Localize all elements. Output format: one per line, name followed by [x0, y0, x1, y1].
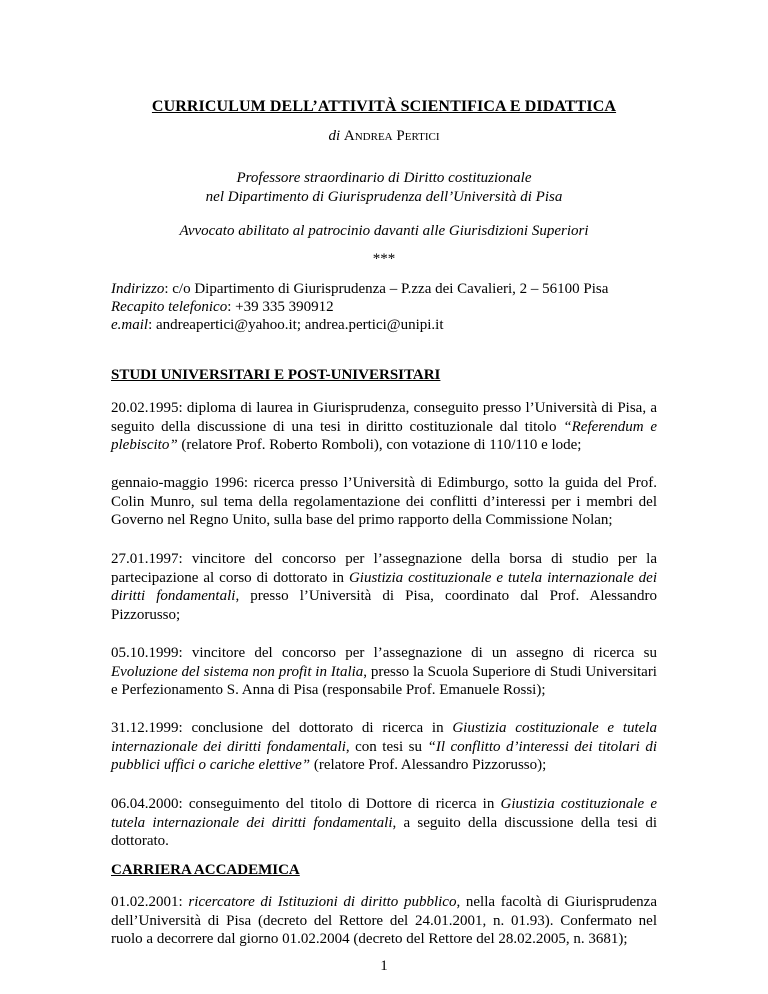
studies-item	[111, 399, 657, 455]
studies-item	[111, 644, 657, 700]
item-text: 20.02.1995: diploma di laurea in Giurisprudenza, conseguito presso l’Università di Pisa, a seguito della discussione di una tesi in diritto costituzionale dal titolo	[111, 400, 657, 435]
item-text: (relatore Prof. Roberto Romboli), con votazione di 110/110 e lode;	[177, 437, 582, 453]
role-line-2: nel Dipartimento di Giurisprudenza dell’Università di Pisa	[205, 189, 563, 205]
item-text: gennaio-maggio 1996: ricerca presso l’Università di Edimburgo, sotto la guida del Prof. Colin Munro, sul tema della regolamentazione dei conflitti d’interessi per i membri del Governo nel Regno Unito, sulla base del primo rapporto della Commissione Nolan;	[111, 475, 657, 528]
page-number: 1	[380, 958, 388, 974]
item-text: , con tesi su	[345, 738, 428, 755]
role-line-1: Professore straordinario di Diritto costituzionale	[236, 170, 532, 186]
item-italic: “Referendum e plebiscito”	[111, 418, 658, 453]
studies-item	[111, 474, 657, 530]
role-bar: Avvocato abilitato al patrocinio davanti alle Giurisdizioni Superiori	[179, 223, 589, 239]
contact-block	[111, 280, 671, 334]
section-heading-career: CARRIERA ACCADEMICA	[111, 862, 300, 878]
separator: ***	[372, 251, 396, 267]
item-text: 01.02.2001:	[111, 894, 189, 910]
studies-item	[111, 719, 657, 775]
item-text: (relatore Prof. Alessandro Pizzorusso);	[310, 757, 547, 773]
item-text: , a seguito della discussione della tesi di dottorato.	[111, 814, 658, 849]
item-italic: Giustizia costituzionale e tutela internazionale dei diritti fondamentali	[111, 720, 657, 755]
author-byline	[0, 128, 768, 145]
item-text: 31.12.1999: conclusione del dottorato di ricerca in	[111, 720, 453, 736]
studies-item	[111, 795, 657, 851]
email-value: : andreapertici@yahoo.it; andrea.pertici@unipi.it	[148, 317, 444, 333]
item-italic: Evoluzione del sistema non profit in Italia	[111, 663, 364, 680]
item-text: 27.01.1997: vincitore del concorso per l’assegnazione della borsa di studio per la partecipazione al corso di dottorato in	[111, 551, 657, 586]
address-line	[111, 280, 671, 298]
item-text: 06.04.2000: conseguimento del titolo di Dottore di ricerca in	[111, 796, 501, 812]
phone-label: Recapito telefonico	[111, 299, 228, 315]
email-line	[111, 316, 671, 334]
item-text: , nella facoltà di Giurisprudenza dell’Università di Pisa (decreto del Rettore del 24.01.2001, n. 01.93). Confermato nel ruolo a decorrere dal giorno 01.02.2004 (decreto del Rettore del 28.02.2005, n. 3681);	[111, 894, 657, 947]
byline-prefix: di	[328, 128, 341, 144]
address-label: Indirizzo	[111, 281, 165, 297]
section-heading-studies: STUDI UNIVERSITARI E POST-UNIVERSITARI	[111, 367, 441, 383]
phone-value: : +39 335 390912	[227, 299, 334, 315]
address-value: : c/o Dipartimento di Giurisprudenza – P.zza dei Cavalieri, 2 – 56100 Pisa	[164, 281, 609, 297]
studies-item	[111, 550, 657, 624]
item-text: 05.10.1999: vincitore del concorso per l’assegnazione di un assegno di ricerca su	[111, 645, 657, 661]
item-italic: “Il conflitto d’interessi dei titolari di pubblici uffici o cariche elettive”	[111, 738, 658, 773]
phone-line	[111, 298, 671, 316]
item-text: , presso la Scuola Superiore di Studi Universitari e Perfezionamento S. Anna di Pisa (responsabile Prof. Emanuele Rossi);	[111, 663, 657, 698]
item-italic: Giustizia costituzionale e tutela internazionale dei diritti fondamentali	[111, 796, 657, 831]
item-italic: ricercatore di Istituzioni di diritto pubblico	[188, 894, 457, 910]
document-title: CURRICULUM DELL’ATTIVITÀ SCIENTIFICA E DIDATTICA	[151, 98, 617, 115]
item-text: , presso l’Università di Pisa, coordinato dal Prof. Alessandro Pizzorusso;	[111, 588, 658, 623]
author-name: Andrea Pertici	[343, 128, 440, 144]
item-italic: Giustizia costituzionale e tutela internazionale dei diritti fondamentali	[111, 569, 658, 604]
career-item	[111, 893, 657, 949]
email-label: e.mail	[111, 317, 149, 333]
